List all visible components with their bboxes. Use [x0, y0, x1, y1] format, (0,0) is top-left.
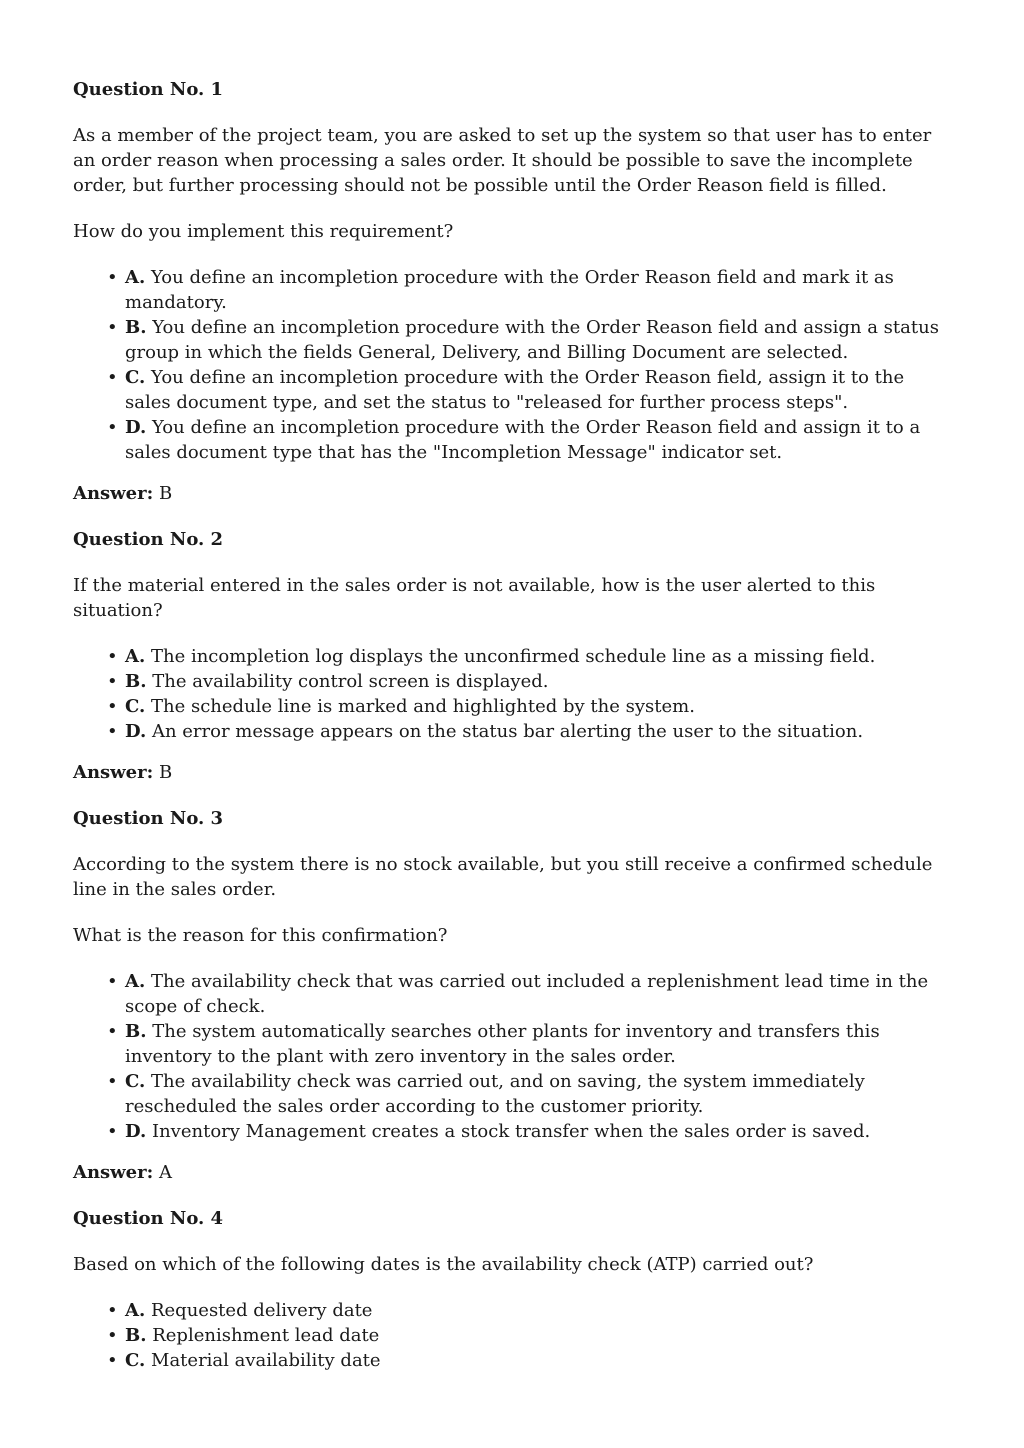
bullet-icon: • — [107, 671, 118, 692]
answer-value: B — [159, 483, 173, 504]
option-letter: C. — [125, 696, 146, 717]
option-letter: B. — [125, 1021, 147, 1042]
option-letter: A. — [125, 267, 146, 288]
question-text: As a member of the project team, you are asked to set up the system so that user has to enter an order reason when processing a sales order. It should be possible to save the incomplete order, but further processing should not be possible until the Order Reason field is filled. — [73, 125, 932, 196]
option-text: The availability control screen is displayed. — [152, 671, 549, 692]
option-text: Requested delivery date — [150, 1300, 373, 1321]
question-title: Question No. 3 — [73, 808, 224, 829]
question-title: Question No. 1 — [73, 79, 224, 100]
option-text: An error message appears on the status bar alerting the user to the situation. — [151, 721, 864, 742]
option-list — [73, 265, 954, 465]
question-1 — [73, 77, 954, 506]
question-text: According to the system there is no stock available, but you still receive a confirmed schedule line in the sales order. — [73, 854, 933, 900]
option-letter: B. — [125, 317, 147, 338]
option-item — [107, 1348, 954, 1373]
option-item — [107, 669, 954, 694]
option-item — [107, 415, 954, 465]
option-letter: B. — [125, 671, 147, 692]
option-text: Inventory Management creates a stock transfer when the sales order is saved. — [151, 1121, 871, 1142]
answer-value: A — [159, 1162, 172, 1183]
option-item — [107, 365, 954, 415]
option-item — [107, 1019, 954, 1069]
option-item — [107, 1119, 954, 1144]
option-text: You define an incompletion procedure with the Order Reason field and assign a status group in which the fields General, Delivery, and Billing Document are selected. — [125, 317, 939, 363]
bullet-icon: • — [107, 267, 118, 288]
question-3 — [73, 806, 954, 1185]
bullet-icon: • — [107, 1350, 118, 1371]
bullet-icon: • — [107, 317, 118, 338]
option-text: The system automatically searches other plants for inventory and transfers this inventory to the plant with zero inventory in the sales order. — [125, 1021, 880, 1067]
option-text: You define an incompletion procedure with the Order Reason field, assign it to the sales document type, and set the status to "released for further process steps". — [125, 367, 905, 413]
question-2 — [73, 527, 954, 785]
option-item — [107, 265, 954, 315]
option-text: The incompletion log displays the unconfirmed schedule line as a missing field. — [150, 646, 876, 667]
option-text: The availability check that was carried out included a replenishment lead time in the scope of check. — [125, 971, 929, 1017]
answer-line — [73, 760, 954, 785]
option-letter: D. — [125, 1121, 147, 1142]
bullet-icon: • — [107, 696, 118, 717]
answer-label: Answer: — [73, 1162, 154, 1183]
option-item — [107, 1298, 954, 1323]
option-letter: D. — [125, 417, 147, 438]
question-text: If the material entered in the sales order is not available, how is the user alerted to this situation? — [73, 575, 876, 621]
option-text: Replenishment lead date — [152, 1325, 380, 1346]
option-letter: D. — [125, 721, 147, 742]
option-letter: C. — [125, 1350, 146, 1371]
option-letter: B. — [125, 1325, 147, 1346]
question-text: Based on which of the following dates is the availability check (ATP) carried out? — [73, 1254, 814, 1275]
question-title: Question No. 4 — [73, 1208, 224, 1229]
option-item — [107, 719, 954, 744]
bullet-icon: • — [107, 646, 118, 667]
option-item — [107, 694, 954, 719]
option-item — [107, 969, 954, 1019]
option-letter: A. — [125, 971, 146, 992]
bullet-icon: • — [107, 417, 118, 438]
bullet-icon: • — [107, 971, 118, 992]
option-list — [73, 969, 954, 1144]
option-list — [73, 1298, 954, 1373]
option-text: Material availability date — [151, 1350, 381, 1371]
bullet-icon: • — [107, 1300, 118, 1321]
option-letter: A. — [125, 646, 146, 667]
bullet-icon: • — [107, 721, 118, 742]
question-4 — [73, 1206, 954, 1373]
option-item — [107, 1069, 954, 1119]
option-letter: C. — [125, 1071, 146, 1092]
option-text: The schedule line is marked and highlighted by the system. — [151, 696, 695, 717]
question-title: Question No. 2 — [73, 529, 224, 550]
bullet-icon: • — [107, 1325, 118, 1346]
option-text: You define an incompletion procedure with the Order Reason field and mark it as mandatory. — [125, 267, 894, 313]
option-text: The availability check was carried out, and on saving, the system immediately rescheduled the sales order according to the customer priority. — [125, 1071, 865, 1117]
question-prompt: How do you implement this requirement? — [73, 221, 454, 242]
option-item — [107, 1323, 954, 1348]
answer-label: Answer: — [73, 762, 154, 783]
bullet-icon: • — [107, 1021, 118, 1042]
bullet-icon: • — [107, 367, 118, 388]
option-item — [107, 644, 954, 669]
answer-label: Answer: — [73, 483, 154, 504]
bullet-icon: • — [107, 1121, 118, 1142]
option-list — [73, 644, 954, 744]
answer-line — [73, 1160, 954, 1185]
option-letter: A. — [125, 1300, 146, 1321]
option-text: You define an incompletion procedure with the Order Reason field and assign it to a sales document type that has the "Incompletion Message" indicator set. — [125, 417, 921, 463]
question-prompt: What is the reason for this confirmation? — [73, 925, 448, 946]
bullet-icon: • — [107, 1071, 118, 1092]
answer-line — [73, 481, 954, 506]
answer-value: B — [159, 762, 173, 783]
option-item — [107, 315, 954, 365]
option-letter: C. — [125, 367, 146, 388]
